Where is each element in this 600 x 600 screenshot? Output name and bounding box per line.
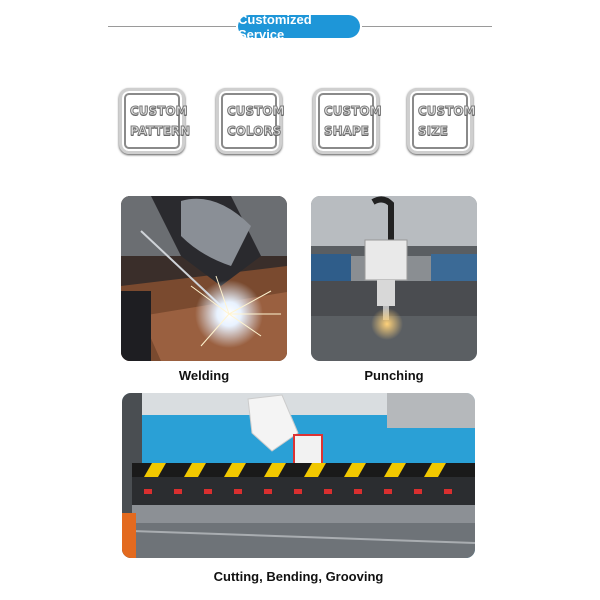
- badge-line2: PATTERN: [130, 124, 191, 138]
- badge-line1: CUSTOM: [130, 104, 188, 118]
- cutting-bending-grooving-photo: [122, 393, 475, 558]
- badge-line2: SIZE: [418, 124, 449, 138]
- badge-line1: CUSTOM: [418, 104, 476, 118]
- custom-size-badge: [407, 88, 476, 154]
- badge-line2: SHAPE: [324, 124, 369, 138]
- badge-line1: CUSTOM: [324, 104, 382, 118]
- header-line-right: [362, 26, 492, 27]
- section-title: Customized Service: [238, 11, 312, 42]
- section-title-badge: [238, 11, 360, 42]
- header-line-left: [108, 26, 236, 27]
- punching-caption: Punching: [364, 368, 424, 383]
- custom-pattern-badge: [119, 88, 191, 154]
- welding-caption: Welding: [178, 368, 230, 383]
- badge-line2: COLORS: [227, 124, 282, 138]
- badge-line1: CUSTOM: [227, 104, 285, 118]
- custom-colors-badge: [216, 88, 285, 154]
- cutting-bending-grooving-caption: Cutting, Bending, Grooving: [213, 569, 384, 584]
- welding-photo: [121, 196, 287, 361]
- punching-photo: [311, 196, 477, 361]
- custom-shape-badge: [313, 88, 382, 154]
